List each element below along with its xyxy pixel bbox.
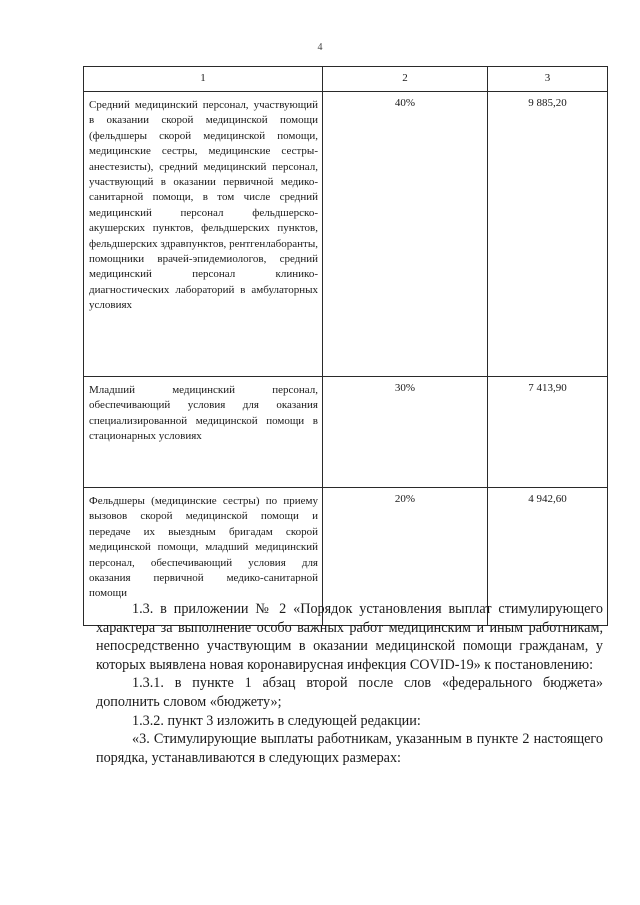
amount-cell: 7 413,90 [488,377,608,488]
page-number: 4 [317,42,323,53]
table-header-col-3: 3 [488,67,608,92]
rate-cell: 30% [323,377,488,488]
amount-cell: 9 885,20 [488,92,608,377]
table-row [84,92,608,377]
staff-category-cell: Фельдшеры (медицинские сестры) по приему вызовов скорой медицинской помощи и передаче их выездным бригадам скорой медицинской помощи, младший медицинский персонал, обеспечивающий условия для оказания первичной медико-санитарной помощи [84,488,323,626]
table-header-col-2: 2 [323,67,488,92]
document-body [96,600,603,767]
rate-cell: 20% [323,488,488,626]
staff-category-cell: Младший медицинский персонал, обеспечивающий условия для оказания специализированной медицинской помощи в стационарных условиях [84,377,323,488]
paragraph-1-3: 1.3. в приложении № 2 «Порядок установления выплат стимулирующего характера за выполнение особо важных работ медицинским и иным работникам, непосредственно участвующим в оказании медицинской помощи гражданам, у которых выявлена новая коронавирусная инфекция COVID-19» к постановлению: [96,601,603,673]
paragraph-1-3-1: 1.3.1. в пункте 1 абзац второй после слов «федерального бюджета» дополнить словом «бюджету»; [96,675,603,710]
paragraph-quote-3: «3. Стимулирующие выплаты работникам, указанным в пункте 2 настоящего порядка, устанавливаются в следующих размерах: [96,731,603,766]
staff-category-cell: Средний медицинский персонал, участвующий в оказании скорой медицинской помощи (фельдшеры скорой медицинской помощи, медицинские сестры, медицинские сестры-анестезисты), средний медицинский персонал, участвующий в оказании первичной медико-санитарной помощи, в том числе средний медицинский персонал фельдшерско-акушерских пунктов, фельдшерских пунктов, фельдшерских здравпунктов, рентгенлаборанты, помощники врачей-эпидемиологов, средний медицинский персонал клинико-диагностических лабораторий в амбулаторных условиях [84,92,323,377]
rate-cell: 40% [323,92,488,377]
amount-cell: 4 942,60 [488,488,608,626]
table-row [84,377,608,488]
table-header-col-1: 1 [84,67,323,92]
table-header-row [84,67,608,92]
payments-table [83,66,608,626]
paragraph-1-3-2: 1.3.2. пункт 3 изложить в следующей редакции: [132,712,421,729]
